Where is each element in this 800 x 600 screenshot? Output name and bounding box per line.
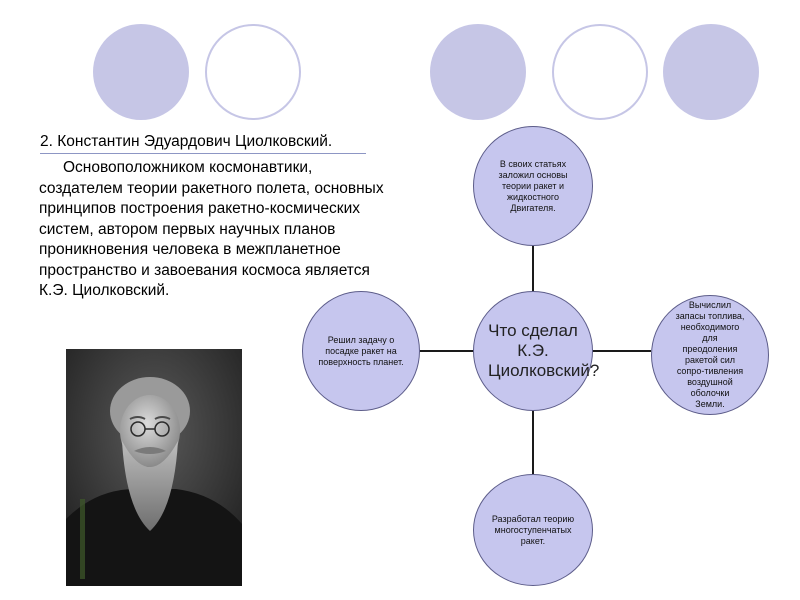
slide-body-text: Основоположником космонавтики, создателем теории ракетного полета, основных принципов построения ракетно-космических систем, автором первых научных планов проникновения человека в межпланетное пространство и завоевания космоса является К.Э. Циолковский. [39, 159, 384, 299]
decor-circle-3 [430, 24, 526, 120]
decor-circle-5 [663, 24, 759, 120]
node-center-question [473, 291, 600, 411]
node-top-rocket-theory [473, 126, 593, 246]
node-bottom-text: Разработал теорию многоступенчатых ракет. [491, 513, 575, 546]
decor-circle-2 [205, 24, 301, 120]
node-center-text: Что сделал К.Э. Циолковский? [488, 321, 600, 380]
node-bottom-multistage-rockets [473, 474, 593, 586]
node-top-text: В своих статьях заложил основы теории ракет и жидкостного Двигателя. [498, 158, 568, 213]
decor-circle-4 [552, 24, 648, 120]
decor-circle-1 [93, 24, 189, 120]
slide-heading: 2. Константин Эдуардович Циолковский. [40, 133, 333, 150]
portrait-photo [66, 349, 242, 586]
node-left-landing-problem [302, 291, 420, 411]
heading-underline [40, 153, 366, 154]
node-right-fuel-calculation [651, 295, 769, 415]
node-right-text: Вычислил запасы топлива, необходимого для преодоления ракетой сил сопро-тивления воздушной оболочки Земли. [675, 300, 745, 409]
node-left-text: Решил задачу о посадке ракет на поверхность планет. [318, 334, 404, 367]
